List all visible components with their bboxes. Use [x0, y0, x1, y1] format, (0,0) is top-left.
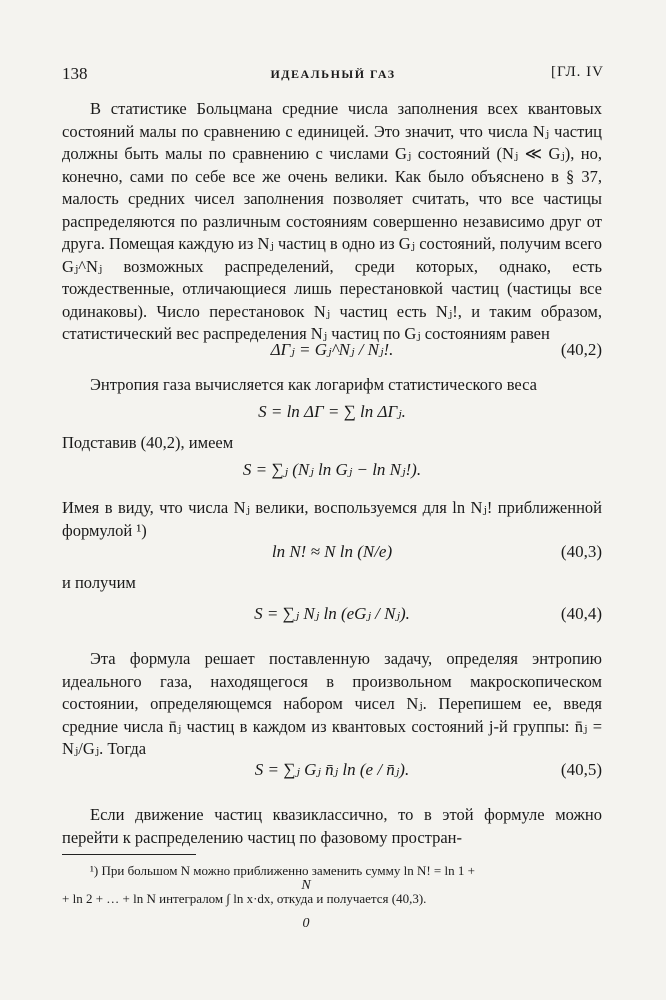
page-header: [62, 64, 604, 88]
paragraph-text: Если движение частиц квазиклассично, то в этой формуле можно перейти к распределению частиц по фазовому простран-: [62, 805, 602, 847]
equation-40-3: [62, 542, 602, 572]
integral-limits: [296, 878, 316, 932]
equation-body: S = ∑ⱼ Nⱼ ln (eGⱼ / Nⱼ).: [254, 604, 410, 623]
equation-body: S = ∑ⱼ (Nⱼ ln Gⱼ − ln Nⱼ!).: [242, 460, 422, 479]
paragraph-7: [62, 804, 602, 849]
footnote: [62, 862, 602, 908]
paragraph-1: [62, 98, 602, 346]
paragraph-5: [62, 572, 602, 595]
equation-40-2: [62, 340, 602, 370]
equation-label: (40,4): [560, 604, 602, 623]
equation-body: S = ln ΔΓ = ∑ ln ΔΓⱼ.: [258, 402, 406, 421]
page-number: 138: [62, 64, 88, 83]
equation-label: (40,5): [560, 760, 602, 779]
footnote-divider: [62, 854, 196, 855]
equation-body: ΔΓⱼ = Gⱼ^Nⱼ / Nⱼ!.: [270, 340, 394, 359]
footnote-line-2: + ln 2 + … + ln N интегралом ∫ ln x·dx, откуда и получается (40,3).: [62, 891, 427, 906]
paragraph-6: [62, 648, 602, 761]
equation-label: (40,2): [560, 340, 602, 359]
equation-body: S = ∑ⱼ Gⱼ n̄ⱼ ln (e / n̄ⱼ).: [254, 760, 410, 779]
paragraph-text: и получим: [62, 573, 136, 592]
running-title: ИДЕАЛЬНЫЙ ГАЗ: [270, 67, 396, 81]
equation-entropy: [62, 402, 602, 432]
equation-sum: [62, 460, 602, 490]
paragraph-text: Эта формула решает поставленную задачу, определяя энтропию идеального газа, находящегося в произвольном макроскопическом состоянии, определяющемся набором чисел Nⱼ. Перепишем ее, введя средние числа n̄ⱼ частиц в каждом из квантовых состояний j-й группы: n̄ⱼ = Nⱼ/Gⱼ. Тогда: [62, 649, 602, 758]
paragraph-text: Имея в виду, что числа Nⱼ велики, воспользуемся для ln Nⱼ! приближенной формулой ¹): [62, 498, 602, 540]
paragraph-text: Энтропия газа вычисляется как логарифм статистического веса: [90, 375, 537, 394]
footnote-line-1: ¹) При большом N можно приближенно заменить сумму ln N! = ln 1 +: [90, 863, 475, 878]
equation-40-4: [62, 604, 602, 634]
paragraph-4: [62, 497, 602, 542]
equation-body: ln N! ≈ N ln (N/e): [271, 542, 393, 561]
equation-label: (40,3): [560, 542, 602, 561]
equation-40-5: [62, 760, 602, 790]
paragraph-text: В статистике Больцмана средние числа заполнения всех квантовых состояний малы по сравнению с единицей. Это значит, что числа Nⱼ частиц должны быть малы по сравнению с числами Gⱼ состояний (Nⱼ ≪ Gⱼ), но, конечно, сами по себе все же очень велики. Как было объяснено в § 37, малость средних чисел заполнения позволяет считать, что все частицы распределяются по различным состояниям совершенно независимо друг от друга. Помещая каждую из Nⱼ частиц в одно из Gⱼ состояний, получим всего Gⱼ^Nⱼ возможных распределений, среди которых, однако, есть тождественные, отличающиеся лишь перестановкой частиц (частицы все одинаковы). Число перестановок Nⱼ частиц есть Nⱼ!, и таким образом, статистический вес распределения Nⱼ частиц по Gⱼ состояниям равен: [62, 99, 602, 343]
integral-upper-limit: N: [301, 878, 311, 893]
integral-lower-limit: 0: [302, 916, 310, 931]
paragraph-text: Подставив (40,2), имеем: [62, 433, 234, 452]
paragraph-2: [62, 374, 602, 397]
chapter-label: [ГЛ. IV: [550, 64, 604, 80]
paragraph-3: [62, 432, 602, 455]
